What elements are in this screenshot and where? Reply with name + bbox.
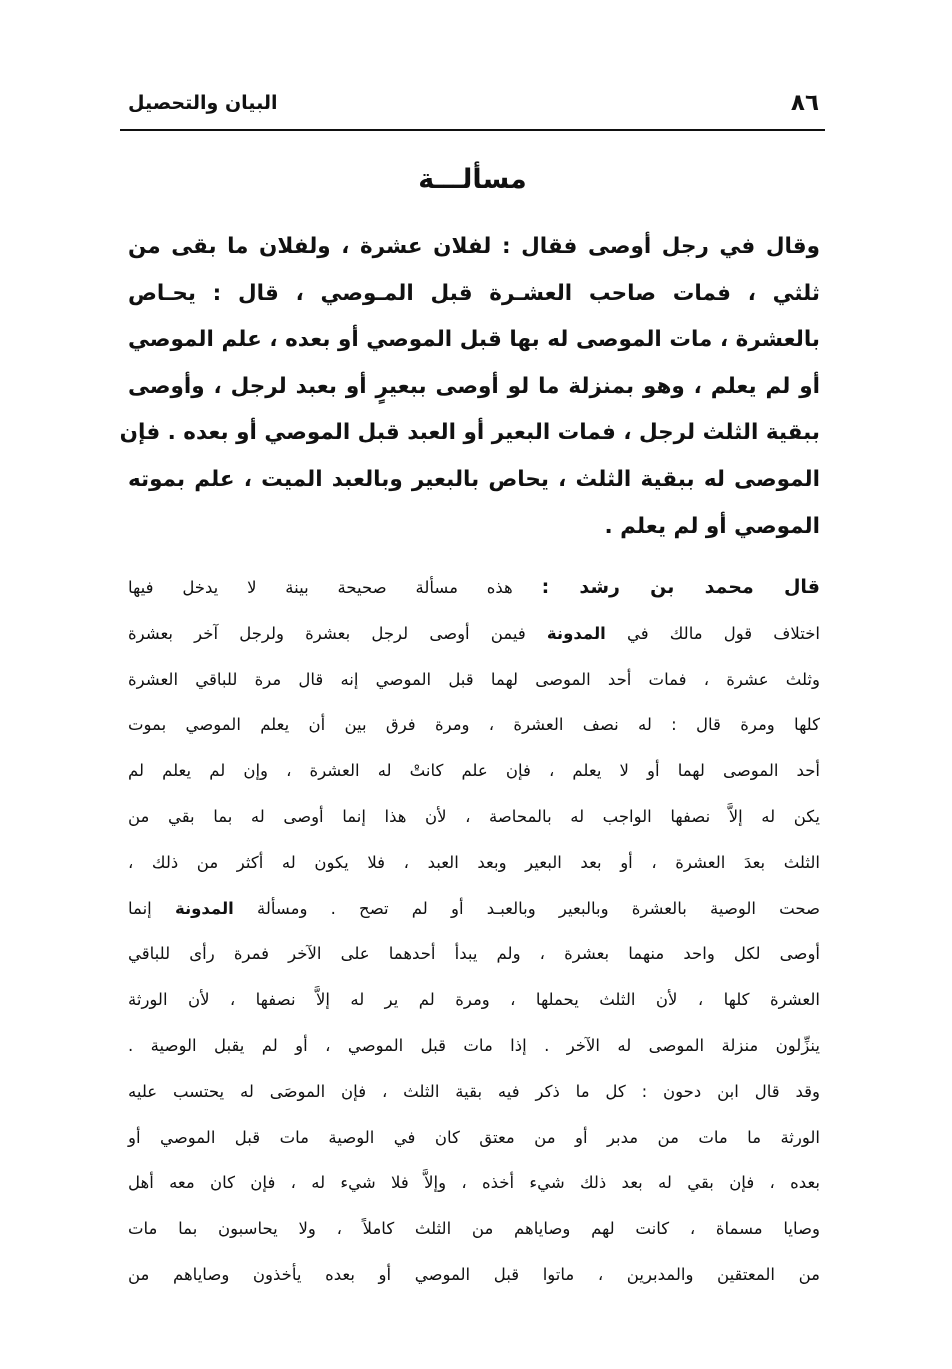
commentary-line: بعده ، فإن بقي له بعد ذلك شيء أخذه ، وإلاَّ فلا شيء له ، فإن كان معه أهل	[128, 1173, 820, 1193]
commentary-text-span: إنما	[128, 898, 152, 918]
commentary-line: أوصى لكل واحد منهما بعشرة ، ولم يبدأ أحدهما على الآخر فمرة رأى للباقي	[128, 944, 820, 964]
commentary-line: أحد الموصى لهما أو لا يعلم ، فإن علم كانتْ له العشرة ، وإن لم يعلم لم	[128, 761, 820, 781]
commentary-text-span: فيمن أوصى لرجل بعشرة ولرجل آخر بعشرة	[128, 623, 526, 643]
commentary-author-lead: قال محمد بن رشد :	[541, 576, 821, 598]
commentary-text-span: صحت الوصية بالعشرة وبالبعير وبالعبـد أو لم تصح . ومسألة	[257, 898, 821, 918]
book-reference: المدونة	[546, 623, 606, 643]
commentary-line	[128, 886, 820, 932]
running-header	[120, 92, 825, 126]
commentary-line: كلها ومرة قال : له نصف العشرة ، ومرة فرق بين أن يعلم الموصي بموت	[128, 715, 820, 735]
commentary-text-span: هذه مسألة صحيحة بينة لا يدخل فيها	[128, 578, 513, 597]
issue-line: الموصي أو لم يعلم .	[604, 513, 820, 539]
issue-line: ثلثي ، فمات صاحب العشـرة قبل المـوصي ، قال : يحـاص	[128, 280, 820, 306]
issue-text	[119, 224, 820, 550]
commentary-line	[128, 565, 820, 611]
issue-line: ببقية الثلث لرجل ، فمات البعير أو العبد قبل الموصي أو بعده . فإن	[119, 420, 820, 446]
commentary-line: وصايا مسماة ، كانت لهم وصاياهم من الثلث كاملاً ، ولا يحاسبون بما مات	[128, 1219, 820, 1239]
commentary-line: ينزِّلون منزلة الموصى له الآخر . إذا مات قبل الموصي ، أو لم يقبل الوصية .	[128, 1035, 820, 1055]
commentary-line: الورثة ما مات من مدبر أو من معتق كان في الوصية مات قبل الموصي أو	[128, 1127, 820, 1147]
commentary-line: من المعتقين والمدبرين ، ماتوا قبل الموصي أو بعده يأخذون وصاياهم من	[128, 1264, 820, 1284]
commentary-text	[128, 565, 820, 1298]
commentary-line: وثلث عشرة ، فمات أحد الموصى لهما قبل الموصي إنه قال مرة للباقي العشرة	[128, 669, 820, 689]
section-heading: مسألـــة	[418, 164, 527, 195]
commentary-line	[128, 611, 820, 657]
page-number: ٨٦	[790, 90, 819, 116]
issue-line: أو لم يعلم ، وهو بمنزلة ما لو أوصى ببعيرٍ أو بعبد لرجل ، وأوصى	[128, 373, 820, 399]
issue-line: الموصى له ببقية الثلث ، يحاص بالبعير وبالعبد الميت ، علم بموته	[128, 466, 820, 492]
commentary-line: يكن له إلاَّ نصفها الواجب له بالمحاصة ، لأن هذا إنما أوصى له بما بقي من	[128, 806, 820, 826]
book-title: البيان والتحصيل	[128, 92, 278, 114]
issue-line: بالعشرة ، مات الموصى له بها قبل الموصي أو بعده ، علم الموصي	[128, 327, 820, 353]
issue-line: وقال في رجل أوصى فقال : لفلان عشرة ، ولفلان ما بقى من	[128, 234, 820, 259]
book-reference: المدونة	[174, 898, 234, 918]
header-divider	[120, 129, 825, 131]
commentary-text-span: اختلاف قول مالك في	[626, 623, 820, 643]
commentary-line: الثلث بعدَ العشرة ، أو بعد البعير وبعد العبد ، فلا يكون له أكثر من ذلك ،	[128, 852, 820, 872]
commentary-line: وقد قال ابن دحون : كل ما ذكر فيه بقية الثلث ، فإن الموصَى له يحتسب عليه	[128, 1081, 820, 1101]
commentary-line: العشرة كلها ، لأن الثلث يحملها ، ومرة لم ير له إلاَّ نصفها ، لأن الورثة	[128, 990, 820, 1010]
